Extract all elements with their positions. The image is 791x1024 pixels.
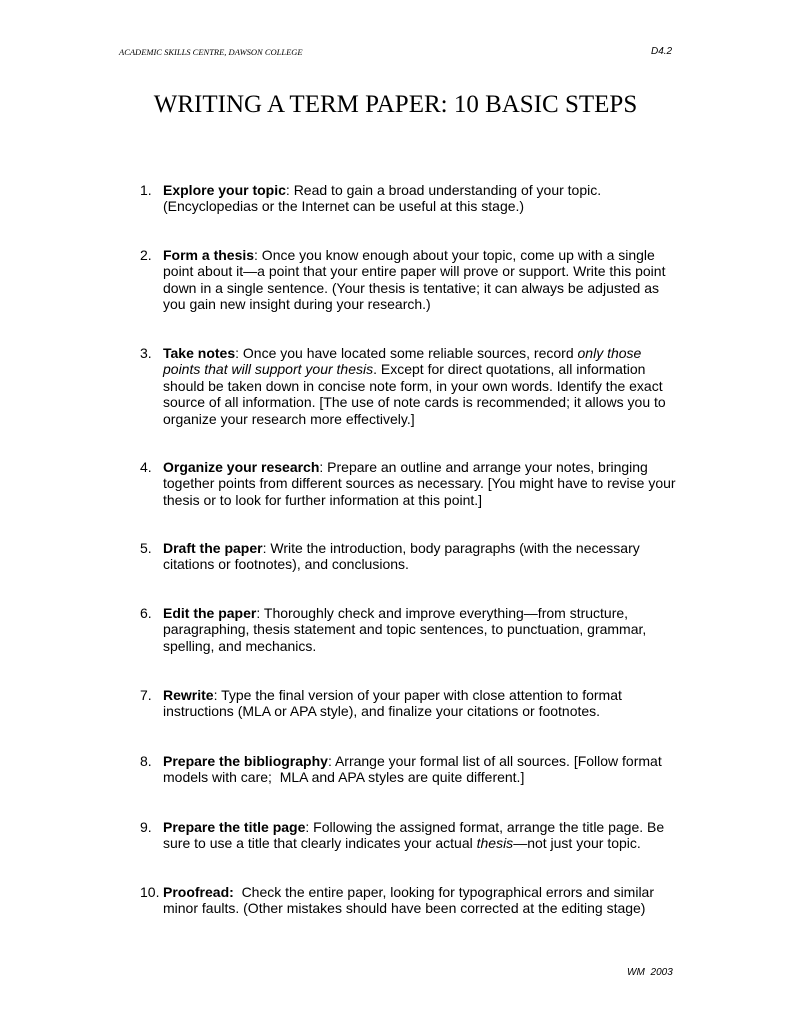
item-heading: Explore your topic [163,182,286,198]
header-doc-code: D4.2 [651,46,673,57]
item-number: 7. [140,687,152,703]
page-title: WRITING A TERM PAPER: 10 BASIC STEPS [153,91,638,118]
item-text [163,459,678,508]
item-text [163,345,678,427]
item-text [163,687,678,720]
item-description: : Once you know enough about your topic, come up with a single point about it—a point that your entire paper will prove or support. Write this point down in a single sentence. (Your thesis is tentative; it can always be adjusted as you gain new insight during your research.) [163,247,670,313]
item-description: : Type the final version of your paper with close attention to format instructions (MLA or APA style), and finalize your citations or footnotes. [163,687,626,720]
item-heading: Draft the paper [163,540,263,556]
item-description: —not just your topic. [513,835,641,852]
item-number: 3. [140,345,152,361]
item-number: 8. [140,753,152,769]
item-number: 4. [140,459,152,475]
item-heading: Proofread: [163,884,234,900]
item-description: : Arrange your formal list of all sources. [Follow format models with care; MLA and APA styles are quite different.] [163,753,666,786]
item-description: : Write the introduction, body paragraphs (with the necessary citations or footnotes), and conclusions. [163,540,644,573]
item-description: Check the entire paper, looking for typographical errors and similar minor faults. (Other mistakes should have been corrected at the editing stage) [163,884,658,917]
item-number: 10. [140,884,160,900]
item-number: 9. [140,819,152,835]
item-heading: Edit the paper [163,605,257,621]
item-description: : Once you have located some reliable sources, record [235,345,578,361]
item-text [163,540,678,573]
item-heading: Organize your research [163,459,320,475]
item-heading: Rewrite [163,687,214,703]
item-emphasis: thesis [476,835,514,852]
item-number: 2. [140,247,152,263]
item-heading: Prepare the bibliography [163,753,328,769]
item-description: : Read to gain a broad understanding of your topic. (Encyclopedias or the Internet can be useful at this stage.) [163,182,606,215]
item-number: 1. [140,182,152,198]
header-institution: ACADEMIC SKILLS CENTRE, DAWSON COLLEGE [119,47,303,57]
item-description: . Except for direct quotations, all information should be taken down in concise note form, in your own words. Identify the exact source of all information. [The use of note cards is recommended; it allows you to organize your research more effectively.] [163,361,670,427]
item-text [163,884,678,917]
item-description: : Thoroughly check and improve everything—from structure, paragraphing, thesis statement and topic sentences, to punctuation, grammar, spelling, and mechanics. [163,605,651,654]
item-number: 6. [140,605,152,621]
item-text [163,819,678,852]
item-text [163,247,678,313]
item-text [163,182,678,215]
item-emphasis: only those points that will support your thesis [163,345,646,378]
item-heading: Take notes [163,345,236,361]
item-description: : Following the assigned format, arrange the title page. Be sure to use a title that clearly indicates your actual [163,819,669,852]
item-heading: Form a thesis [163,247,255,263]
item-text [163,605,678,654]
footer-author-year: WM 2003 [627,967,673,978]
item-heading: Prepare the title page [163,819,306,835]
item-description: : Prepare an outline and arrange your notes, bringing together points from different sources as necessary. [You might have to revise your thesis or to look for further information at this point.] [163,459,680,508]
item-text [163,753,678,786]
item-number: 5. [140,540,152,556]
